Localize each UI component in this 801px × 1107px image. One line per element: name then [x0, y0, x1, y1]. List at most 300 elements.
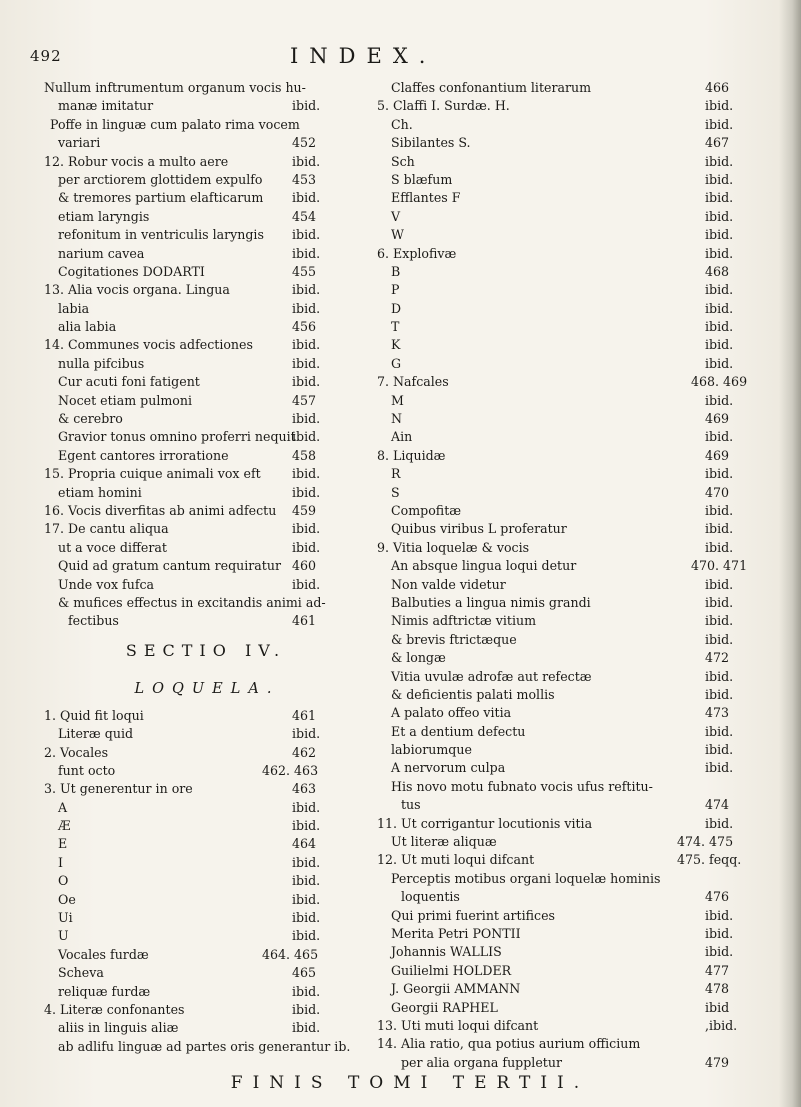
- index-entry: [377, 796, 749, 814]
- entry-text: reliquæ furdæ: [58, 983, 151, 999]
- entry-text: 4. Literæ confonantes: [44, 1001, 185, 1017]
- entry-page-ref: 452: [292, 135, 317, 151]
- entry-page-ref: 470: [705, 484, 730, 500]
- entry-page-ref: ibid.: [292, 190, 321, 206]
- index-entry: [44, 854, 360, 872]
- entry-text: S blæfum: [391, 171, 453, 187]
- entry-text: 13. Alia vocis organa. Lingua: [44, 282, 230, 298]
- entry-text: 2. Vocales: [44, 744, 109, 760]
- index-entry: [44, 927, 360, 945]
- entry-text: alia labia: [58, 319, 117, 335]
- entry-page-ref: ibid.: [705, 355, 734, 371]
- entry-text: P: [391, 282, 400, 298]
- index-entry: [44, 97, 360, 115]
- index-entry: [377, 410, 749, 428]
- entry-page-ref: 476: [705, 889, 730, 905]
- finis-line: FINIS TOMI TERTII.: [230, 1073, 590, 1093]
- index-entry: [377, 686, 749, 704]
- entry-page-ref: ibid.: [292, 429, 321, 445]
- entry-text: 9. Vitia loquelæ & vocis: [377, 539, 530, 555]
- entry-page-ref: ibid.: [705, 171, 734, 187]
- entry-page-ref: ibid.: [705, 742, 734, 758]
- entry-text: Nullum inftrumentum organum vocis hu-: [44, 80, 306, 95]
- entry-page-ref: ibid.: [705, 925, 734, 941]
- entry-page-ref: ibid.: [292, 521, 321, 537]
- index-entry: [44, 392, 360, 410]
- entry-page-ref: ibid.: [705, 466, 734, 482]
- entry-text: Egent cantores irroratione: [58, 447, 229, 463]
- index-entry: [44, 891, 360, 909]
- entry-text: labia: [58, 300, 90, 316]
- index-entry: [377, 502, 749, 520]
- index-entry: [377, 300, 749, 318]
- entry-text: loquentis: [401, 889, 460, 905]
- entry-page-ref: ibid.: [292, 910, 321, 926]
- index-entry: [44, 594, 360, 612]
- index-entry: [377, 153, 749, 171]
- index-entry: [377, 336, 749, 354]
- entry-page-ref: ibid.: [705, 282, 734, 298]
- entry-page-ref: 468: [705, 263, 730, 279]
- entry-text: & brevis ftrictæque: [391, 631, 517, 647]
- entry-text: His novo motu fubnato vocis ufus reftitu-: [391, 778, 653, 794]
- index-entry: [44, 817, 360, 835]
- index-entry: [44, 428, 360, 446]
- entry-text: 1. Quid fit loqui: [44, 707, 144, 723]
- entry-page-ref: ibid.: [292, 1001, 321, 1017]
- index-entry: [377, 392, 749, 410]
- entry-text: D: [391, 300, 402, 316]
- entry-page-ref: ibid.: [292, 245, 321, 261]
- entry-page-ref: ibid.: [705, 521, 734, 537]
- entry-page-ref: 456: [292, 319, 317, 335]
- page-edge-shadow: [779, 0, 801, 1107]
- entry-text: Quibus viribus L proferatur: [391, 521, 567, 537]
- entry-page-ref: ibid.: [292, 374, 321, 390]
- entry-page-ref: 465: [292, 965, 317, 981]
- entry-page-ref: 455: [292, 263, 317, 279]
- entry-page-ref: 473: [705, 705, 730, 721]
- entry-text: Cur acuti foni fatigent: [58, 374, 200, 390]
- entry-page-ref: ibid.: [292, 337, 321, 353]
- index-entry: [44, 355, 360, 373]
- entry-page-ref: ibid.: [292, 854, 321, 870]
- entry-page-ref: ibid.: [292, 799, 321, 815]
- index-entry: [377, 355, 749, 373]
- entry-text: ut a voce differat: [58, 539, 167, 555]
- entry-page-ref: ibid.: [292, 1020, 321, 1036]
- index-entry: [44, 171, 360, 189]
- entry-text: Unde vox fufca: [58, 576, 155, 592]
- index-entry: [44, 576, 360, 594]
- index-entry: [44, 373, 360, 391]
- entry-text: Poffe in linguæ cum palato rima vocem: [50, 116, 300, 132]
- entry-page-ref: ,ibid.: [705, 1017, 738, 1033]
- index-entry: [377, 428, 749, 446]
- index-entry: [377, 263, 749, 281]
- entry-text: 12. Ut muti loqui difcant: [377, 852, 535, 868]
- entry-page-ref: ibid.: [705, 576, 734, 592]
- entry-text: Literæ quid: [58, 726, 134, 742]
- entry-text: W: [391, 227, 404, 243]
- sectio-heading: SECTIO IV.: [125, 640, 287, 660]
- entry-text: R: [391, 466, 401, 482]
- entry-page-ref: ibid.: [705, 319, 734, 335]
- entry-page-ref: 467: [705, 135, 730, 151]
- index-entry: [377, 557, 749, 575]
- entry-page-ref: 472: [705, 650, 730, 666]
- entry-text: tus: [401, 797, 421, 813]
- entry-text: manæ imitatur: [58, 98, 154, 114]
- index-entry: [377, 925, 749, 943]
- index-entry: [44, 208, 360, 226]
- entry-text: ab adlifu linguæ ad partes oris generantur ib.: [58, 1038, 351, 1054]
- entry-text: Balbuties a lingua nimis grandi: [391, 594, 591, 610]
- index-entry: [377, 943, 749, 961]
- index-entry: [377, 888, 749, 906]
- index-entry: [377, 851, 749, 869]
- index-entry: [377, 226, 749, 244]
- entry-page-ref: 460: [292, 558, 317, 574]
- index-entry: [377, 97, 749, 115]
- entry-page-ref: 469: [705, 411, 730, 427]
- entry-page-ref: ibid.: [705, 98, 734, 114]
- index-entry: [44, 189, 360, 207]
- entry-page-ref: ibid.: [292, 818, 321, 834]
- index-entry: [377, 134, 749, 152]
- entry-page-ref: ibid.: [705, 760, 734, 776]
- index-entry: [377, 815, 749, 833]
- entry-text: 14. Communes vocis adfectiones: [44, 337, 253, 353]
- entry-text: 8. Liquidæ: [377, 447, 446, 463]
- index-entry: [44, 318, 360, 336]
- entry-page-ref: ibid.: [705, 613, 734, 629]
- index-entry: [44, 1001, 360, 1019]
- index-entry: [377, 778, 749, 796]
- index-entry: [44, 964, 360, 982]
- entry-page-ref: 474. 475: [677, 834, 734, 850]
- entry-text: etiam homini: [58, 484, 142, 500]
- index-entry: [44, 447, 360, 465]
- entry-page-ref: ibid: [705, 999, 730, 1015]
- entry-text: Georgii RAPHEL: [391, 999, 498, 1015]
- entry-page-ref: 474: [705, 797, 730, 813]
- entry-text: 17. De cantu aliqua: [44, 521, 169, 537]
- index-entry: [44, 557, 360, 575]
- index-entry: [377, 649, 749, 667]
- entry-text: Æ: [58, 818, 71, 834]
- entry-page-ref: ibid.: [292, 227, 321, 243]
- index-entry: [377, 759, 749, 777]
- page-number: 492: [30, 47, 62, 65]
- entry-text: 16. Vocis diverfitas ab animi adfectu: [44, 502, 277, 518]
- index-entry: [44, 520, 360, 538]
- entry-page-ref: 461: [292, 707, 317, 723]
- index-entry: [377, 465, 749, 483]
- entry-page-ref: ibid.: [705, 539, 734, 555]
- entry-text: Claffes confonantium literarum: [391, 80, 592, 95]
- entry-text: & deficientis palati mollis: [391, 686, 555, 702]
- entry-page-ref: ibid.: [705, 190, 734, 206]
- entry-text: Gravior tonus omnino proferri nequit: [58, 429, 296, 445]
- entry-text: B: [391, 263, 401, 279]
- index-entry: [377, 208, 749, 226]
- entry-text: T: [391, 319, 400, 335]
- index-entry: [377, 171, 749, 189]
- entry-page-ref: ibid.: [292, 726, 321, 742]
- entry-text: fectibus: [68, 613, 119, 629]
- entry-page-ref: 457: [292, 392, 317, 408]
- entry-page-ref: ibid.: [705, 631, 734, 647]
- entry-text: & longæ: [391, 650, 446, 666]
- entry-page-ref: ibid.: [292, 928, 321, 944]
- entry-text: Qui primi fuerint artifices: [391, 907, 555, 923]
- entry-text: I: [58, 854, 63, 870]
- index-entry: [44, 539, 360, 557]
- index-entry: [44, 226, 360, 244]
- index-entry: [44, 300, 360, 318]
- index-entry: [44, 835, 360, 853]
- entry-page-ref: 454: [292, 208, 317, 224]
- entry-page-ref: ibid.: [292, 484, 321, 500]
- entry-page-ref: ibid.: [292, 891, 321, 907]
- index-entry: [377, 1035, 749, 1053]
- index-entry: [44, 872, 360, 890]
- index-entry: [44, 744, 360, 762]
- entry-text: Vocales furdæ: [58, 946, 149, 962]
- entry-text: N: [391, 411, 403, 427]
- index-entry: [377, 79, 749, 97]
- index-entry: [377, 631, 749, 649]
- entry-text: narium cavea: [58, 245, 145, 261]
- entry-text: G: [391, 355, 402, 371]
- index-entry: [44, 116, 360, 134]
- index-entry: [44, 1038, 360, 1056]
- entry-text: Guilielmi HOLDER: [391, 962, 512, 978]
- entry-page-ref: ibid.: [292, 153, 321, 169]
- entry-page-ref: ibid.: [705, 116, 734, 132]
- entry-page-ref: ibid.: [292, 300, 321, 316]
- entry-text: 11. Ut corrigantur locutionis vitia: [377, 815, 593, 831]
- entry-page-ref: 458: [292, 447, 317, 463]
- entry-text: Sibilantes S.: [391, 135, 471, 151]
- entry-page-ref: ibid.: [705, 815, 734, 831]
- entry-page-ref: 478: [705, 981, 730, 997]
- left-entries-b: [44, 707, 360, 1056]
- entry-page-ref: ibid.: [705, 594, 734, 610]
- index-entry: [44, 1019, 360, 1037]
- left-entries-a: [44, 79, 360, 631]
- entry-text: Nocet etiam pulmoni: [58, 392, 193, 408]
- entry-page-ref: ibid.: [705, 944, 734, 960]
- right-entries: [377, 79, 749, 1072]
- entry-page-ref: 462: [292, 744, 317, 760]
- index-entry: [377, 594, 749, 612]
- entry-text: 15. Propria cuique animali vox eft: [44, 466, 261, 482]
- entry-text: Cogitationes DODARTI: [58, 263, 205, 279]
- index-entry: [377, 962, 749, 980]
- entry-text: & mufices effectus in excitandis animi ad-: [58, 594, 326, 610]
- index-entry: [44, 153, 360, 171]
- running-head: INDEX.: [290, 44, 437, 68]
- entry-text: 6. Explofivæ: [377, 245, 457, 261]
- entry-page-ref: 475. feqq.: [677, 852, 742, 868]
- index-entry: [44, 484, 360, 502]
- entry-page-ref: 453: [292, 171, 317, 187]
- entry-page-ref: ibid.: [292, 539, 321, 555]
- entry-text: E: [58, 836, 68, 852]
- entry-text: 13. Uti muti loqui difcant: [377, 1017, 539, 1033]
- entry-text: 5. Claffi I. Surdæ. H.: [377, 98, 510, 114]
- entry-text: Scheva: [58, 965, 104, 981]
- loquela-heading: LOQUELA.: [134, 680, 280, 697]
- entry-page-ref: 462. 463: [262, 762, 319, 778]
- entry-text: 7. Nafcales: [377, 374, 449, 390]
- index-entry: [377, 116, 749, 134]
- index-entry: [377, 999, 749, 1017]
- entry-page-ref: ibid.: [705, 392, 734, 408]
- entry-text: per arctiorem glottidem expulfo: [58, 171, 263, 187]
- entry-page-ref: 466: [705, 80, 730, 95]
- index-entry: [44, 410, 360, 428]
- index-entry: [377, 373, 749, 391]
- entry-text: Sch: [391, 153, 415, 169]
- index-entry: [377, 907, 749, 925]
- entry-text: Compofitæ: [391, 502, 462, 518]
- index-entry: [44, 762, 360, 780]
- entry-text: Oe: [58, 891, 76, 907]
- index-entry: [377, 1054, 749, 1072]
- entry-text: 14. Alia ratio, qua potius aurium officium: [377, 1036, 641, 1052]
- entry-page-ref: 477: [705, 962, 730, 978]
- entry-text: O: [58, 873, 69, 889]
- index-entry: [377, 741, 749, 759]
- index-entry: [377, 1017, 749, 1035]
- entry-text: 3. Ut generentur in ore: [44, 781, 193, 797]
- entry-page-ref: ibid.: [705, 337, 734, 353]
- entry-text: labiorumque: [391, 742, 472, 758]
- index-entry: [377, 318, 749, 336]
- entry-text: Perceptis motibus organi loquelæ hominis: [391, 870, 661, 886]
- index-entry: [377, 484, 749, 502]
- index-entry: [44, 983, 360, 1001]
- entry-page-ref: ibid.: [292, 355, 321, 371]
- entry-text: K: [391, 337, 401, 353]
- index-entry: [377, 870, 749, 888]
- entry-page-ref: 470. 471: [691, 558, 748, 574]
- entry-text: 12. Robur vocis a multo aere: [44, 153, 229, 169]
- entry-text: Ain: [391, 429, 413, 445]
- entry-text: Non valde videtur: [391, 576, 506, 592]
- entry-text: Nimis adftrictæ vitium: [391, 613, 537, 629]
- entry-text: Vitia uvulæ adrofæ aut refectæ: [391, 668, 592, 684]
- index-entry: [44, 799, 360, 817]
- entry-text: S: [391, 484, 400, 500]
- entry-page-ref: ibid.: [292, 98, 321, 114]
- index-entry: [44, 909, 360, 927]
- entry-text: An absque lingua loqui detur: [391, 558, 577, 574]
- entry-page-ref: ibid.: [705, 502, 734, 518]
- index-entry: [377, 723, 749, 741]
- index-entry: [44, 263, 360, 281]
- entry-page-ref: 479: [705, 1054, 730, 1070]
- left-column: [44, 79, 360, 1056]
- entry-page-ref: ibid.: [705, 907, 734, 923]
- index-entry: [377, 539, 749, 557]
- entry-page-ref: ibid.: [292, 282, 321, 298]
- entry-text: variari: [58, 135, 101, 151]
- entry-text: Ch.: [391, 116, 413, 132]
- index-entry: [377, 576, 749, 594]
- index-entry: [377, 281, 749, 299]
- index-entry: [44, 725, 360, 743]
- entry-text: A: [58, 799, 68, 815]
- entry-text: Ut literæ aliquæ: [391, 834, 497, 850]
- entry-page-ref: ibid.: [705, 227, 734, 243]
- entry-text: J. Georgii AMMANN: [391, 981, 521, 997]
- entry-page-ref: ibid.: [292, 873, 321, 889]
- entry-page-ref: ibid.: [705, 153, 734, 169]
- entry-text: aliis in linguis aliæ: [58, 1020, 179, 1036]
- entry-page-ref: ibid.: [705, 668, 734, 684]
- entry-page-ref: 468. 469: [691, 374, 748, 390]
- entry-page-ref: ibid.: [705, 723, 734, 739]
- entry-page-ref: ibid.: [705, 300, 734, 316]
- entry-text: Quid ad gratum cantum requiratur: [58, 558, 281, 574]
- index-entry: [44, 245, 360, 263]
- index-entry: [377, 447, 749, 465]
- entry-text: per alia organa fuppletur: [401, 1054, 562, 1070]
- entry-text: Ui: [58, 910, 73, 926]
- entry-page-ref: 464: [292, 836, 317, 852]
- entry-page-ref: 463: [292, 781, 317, 797]
- entry-page-ref: ibid.: [705, 208, 734, 224]
- entry-text: & tremores partium elafticarum: [58, 190, 264, 206]
- entry-text: A nervorum culpa: [391, 760, 506, 776]
- index-entry: [377, 612, 749, 630]
- index-entry: [44, 79, 360, 97]
- index-entry: [44, 707, 360, 725]
- index-entry: [44, 780, 360, 798]
- index-entry: [377, 189, 749, 207]
- entry-page-ref: ibid.: [292, 576, 321, 592]
- index-entry: [377, 520, 749, 538]
- entry-page-ref: 461: [292, 613, 317, 629]
- index-entry: [44, 465, 360, 483]
- entry-text: nulla pifcibus: [58, 355, 145, 371]
- entry-text: U: [58, 928, 69, 944]
- entry-text: M: [391, 392, 404, 408]
- entry-text: refonitum in ventriculis laryngis: [58, 227, 264, 243]
- entry-text: & cerebro: [58, 411, 123, 427]
- entry-text: A palato offeo vitia: [391, 705, 512, 721]
- entry-page-ref: 464. 465: [262, 946, 319, 962]
- entry-text: etiam laryngis: [58, 208, 150, 224]
- entry-text: Et a dentium defectu: [391, 723, 526, 739]
- entry-page-ref: ibid.: [292, 466, 321, 482]
- entry-page-ref: ibid.: [705, 686, 734, 702]
- entry-text: V: [391, 208, 401, 224]
- entry-text: Johannis WALLIS: [391, 944, 502, 960]
- index-entry: [377, 704, 749, 722]
- entry-page-ref: 469: [705, 447, 730, 463]
- entry-page-ref: ibid.: [292, 983, 321, 999]
- entry-page-ref: 459: [292, 502, 317, 518]
- index-entry: [44, 134, 360, 152]
- index-entry: [44, 281, 360, 299]
- index-entry: [44, 612, 360, 630]
- right-column: [377, 79, 749, 1072]
